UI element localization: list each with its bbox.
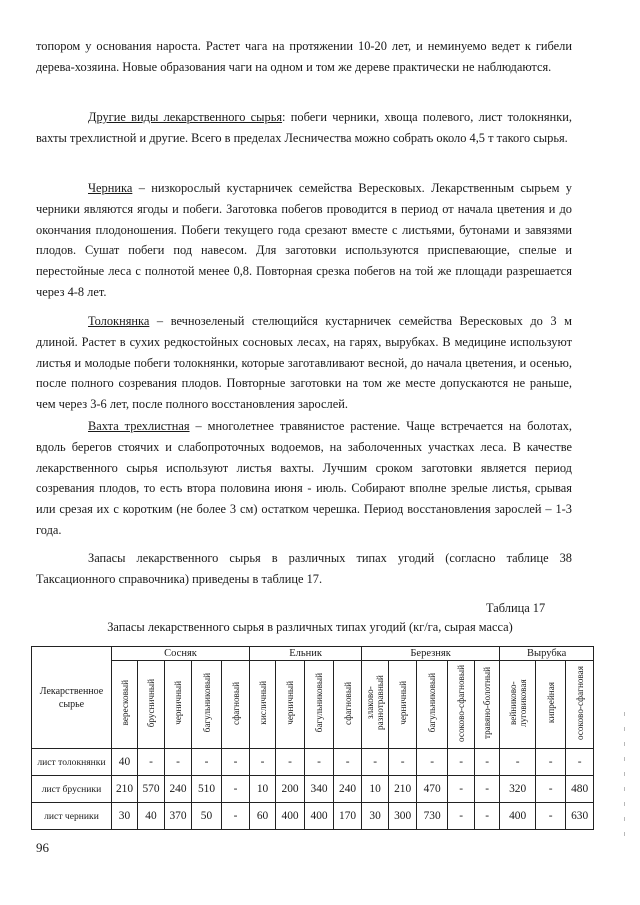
stock-value-cell: -	[475, 803, 500, 830]
paragraph-bilberry	[36, 178, 572, 303]
stock-value-cell: 320	[500, 776, 536, 803]
type-header	[334, 661, 362, 749]
type-header-text: брусничный	[146, 678, 156, 728]
type-header-text: осоково-сфагновая	[574, 665, 585, 741]
type-header	[250, 661, 276, 749]
type-header	[448, 661, 475, 749]
type-header-text: багульниковый	[201, 673, 212, 733]
stock-value-cell: 400	[500, 803, 536, 830]
type-header-text: вейниково-луговиковая	[507, 679, 528, 727]
stock-value-cell: -	[305, 749, 334, 776]
stock-value-cell: 240	[165, 776, 192, 803]
type-header	[536, 661, 566, 749]
group-header: Ельник	[250, 647, 362, 661]
stock-value-cell: -	[334, 749, 362, 776]
stock-value-cell: -	[250, 749, 276, 776]
type-header-text: травяно-болотный	[482, 666, 493, 740]
type-header-text: черничный	[397, 681, 408, 725]
paragraph-lead: Черника	[88, 181, 133, 195]
table-row	[32, 803, 594, 830]
stock-value-cell: 210	[389, 776, 417, 803]
stock-value-cell: 10	[250, 776, 276, 803]
stock-value-cell: 210	[112, 776, 138, 803]
type-header	[305, 661, 334, 749]
type-header-text: вересковый	[119, 680, 130, 726]
table-caption: Запасы лекарственного сырья в различных типах угодий (кг/га, сырая масса)	[107, 620, 513, 634]
type-header	[566, 661, 594, 749]
paragraph-text: Запасы лекарственного сырья в различных типах угодий (согласно таблице 38 Таксационного справочника) приведены в таблице 17.	[36, 551, 572, 586]
paragraph-text: – низкорослый кустарничек семейства Вересковых. Лекарственным сырьем у черники являются ягоды и побеги. Заготовка побегов проводится в период от начала цветения и до окончания плодоношения. Побеги текущего года срезают вместе с листьями, бутонами и завязями плодов. Сушат побеги под навесом. Для заготовки используются приспевающие, спелые и перестойные леса с полнотой менее 0,8. Повторная срезка побегов на той же площади разрешается через 4-8 лет.	[36, 181, 572, 299]
type-header-text: багульниковый	[314, 673, 325, 733]
page-number: 96	[36, 840, 49, 855]
stock-value-cell: -	[448, 803, 475, 830]
stock-value-cell: 300	[389, 803, 417, 830]
stock-value-cell: 50	[192, 803, 222, 830]
raw-material-name: лист брусники	[32, 776, 112, 803]
stock-value-cell: -	[138, 749, 165, 776]
stock-value-cell: 340	[305, 776, 334, 803]
table-row	[32, 749, 594, 776]
stock-table-body	[32, 749, 594, 830]
group-header: Березняк	[362, 647, 500, 661]
stock-value-cell: 570	[138, 776, 165, 803]
stock-value-cell: -	[417, 749, 448, 776]
stock-value-cell: 730	[417, 803, 448, 830]
stock-value-cell: 510	[192, 776, 222, 803]
paragraph-lead: Толокнянка	[88, 314, 150, 328]
type-header-text: черничный	[285, 681, 296, 725]
stock-value-cell: -	[536, 803, 566, 830]
stock-value-cell: -	[192, 749, 222, 776]
stock-value-cell: -	[165, 749, 192, 776]
paragraph-text: топором у основания нароста. Растет чага на протяжении 10-20 лет, и неминуемо ведет к гибели дерева-хозяина. Новые образования чаги на одном и том же дереве практически не наблюдаются.	[36, 39, 572, 74]
stock-value-cell: -	[475, 749, 500, 776]
stock-value-cell: -	[276, 749, 305, 776]
stock-value-cell: -	[362, 749, 389, 776]
scan-edge-marks	[624, 712, 626, 852]
stock-value-cell: 30	[112, 803, 138, 830]
raw-material-name: лист черники	[32, 803, 112, 830]
stock-value-cell: 400	[305, 803, 334, 830]
type-header	[165, 661, 192, 749]
stock-value-cell: -	[222, 803, 250, 830]
stock-value-cell: -	[448, 776, 475, 803]
row-header-text: Лекарственное сырье	[39, 685, 104, 710]
type-header	[417, 661, 448, 749]
stock-value-cell: 40	[112, 749, 138, 776]
type-header	[362, 661, 389, 749]
type-header-text: сфагновый	[230, 681, 241, 725]
stock-value-cell: 10	[362, 776, 389, 803]
type-header	[222, 661, 250, 749]
stock-value-cell: -	[222, 776, 250, 803]
type-header-text: кипрейная	[545, 682, 556, 724]
stock-value-cell: -	[222, 749, 250, 776]
paragraph-bogbean	[36, 416, 572, 541]
stock-value-cell: 630	[566, 803, 594, 830]
paragraph-text: : побеги черники, хвоща полевого, лист толокнянки, вахты трехлистной и другие. Всего в пределах Лесничества можно собрать около 4,5 т такого сырья.	[36, 110, 572, 145]
stock-value-cell: 400	[276, 803, 305, 830]
stock-value-cell: 470	[417, 776, 448, 803]
paragraph-lead: Другие виды лекарственного сырья	[88, 110, 283, 124]
stock-value-cell: 480	[566, 776, 594, 803]
type-header-text: сфагновый	[342, 681, 353, 725]
stock-value-cell: -	[475, 776, 500, 803]
stock-value-cell: 60	[250, 803, 276, 830]
type-header	[475, 661, 500, 749]
type-header	[112, 661, 138, 749]
stock-value-cell: -	[536, 749, 566, 776]
type-header-text: кисличный	[257, 681, 268, 725]
type-header	[389, 661, 417, 749]
type-header-text: багульниковый	[427, 673, 438, 733]
stock-value-cell: 370	[165, 803, 192, 830]
paragraph-text: – многолетнее травянистое растение. Чаще встречается на болотах, вдоль берегов стоячих и слабопроточных водоемов, на заболоченных участках леса. В качестве лекарственного сырья используют листья вахты. Лучшим сроком заготовки является период созревания плодов, то есть втора половина июня - июль. Собирают вполне зрелые листья, срывая или срезая их с коротким (не более 3 см) остатком черешка. Период восстановления зарослей – 1-3 года.	[36, 419, 573, 537]
stock-value-cell: 40	[138, 803, 165, 830]
stock-table	[31, 646, 594, 830]
table-number: Таблица 17	[486, 601, 546, 615]
stock-value-cell: 200	[276, 776, 305, 803]
table-row	[32, 776, 594, 803]
paragraph-bearberry	[36, 311, 572, 415]
stock-value-cell: 170	[334, 803, 362, 830]
stock-value-cell: 240	[334, 776, 362, 803]
type-header	[500, 661, 536, 749]
stock-value-cell: -	[566, 749, 594, 776]
type-header	[192, 661, 222, 749]
type-header-text: злаково-разнотравный	[365, 675, 386, 731]
paragraph-text: – вечнозеленый стелющийся кустарничек семейства Вересковых до 3 м длиной. Растет в сухих редкостойных сосновых лесах, на гарях, вырубках. В медицине используют листья и молодые побеги толокнянки, которые заготавливают весной, до начала цветения, и осенью, после полного созревания плодов. Повторные заготовки на том же месте допускаются не раньше, чем через 3-6 лет, после полного восстановления зарослей.	[36, 314, 572, 412]
group-header: Сосняк	[112, 647, 250, 661]
stock-value-cell: -	[389, 749, 417, 776]
paragraph-stocks-intro	[36, 548, 572, 590]
stock-value-cell: 30	[362, 803, 389, 830]
type-header	[276, 661, 305, 749]
type-header-text: черничный	[173, 681, 183, 725]
raw-material-name: лист толокнянки	[32, 749, 112, 776]
paragraph-other-raw-materials	[36, 107, 572, 149]
stock-value-cell: -	[536, 776, 566, 803]
stock-value-cell: -	[448, 749, 475, 776]
stock-value-cell: -	[500, 749, 536, 776]
row-header-cell	[32, 647, 112, 749]
group-header: Вырубка	[500, 647, 594, 661]
type-header-text: осоково-сфагновый	[456, 664, 467, 742]
paragraph-lead: Вахта трехлистная	[88, 419, 190, 433]
type-header	[138, 661, 165, 749]
paragraph-chaga-end	[36, 36, 572, 78]
